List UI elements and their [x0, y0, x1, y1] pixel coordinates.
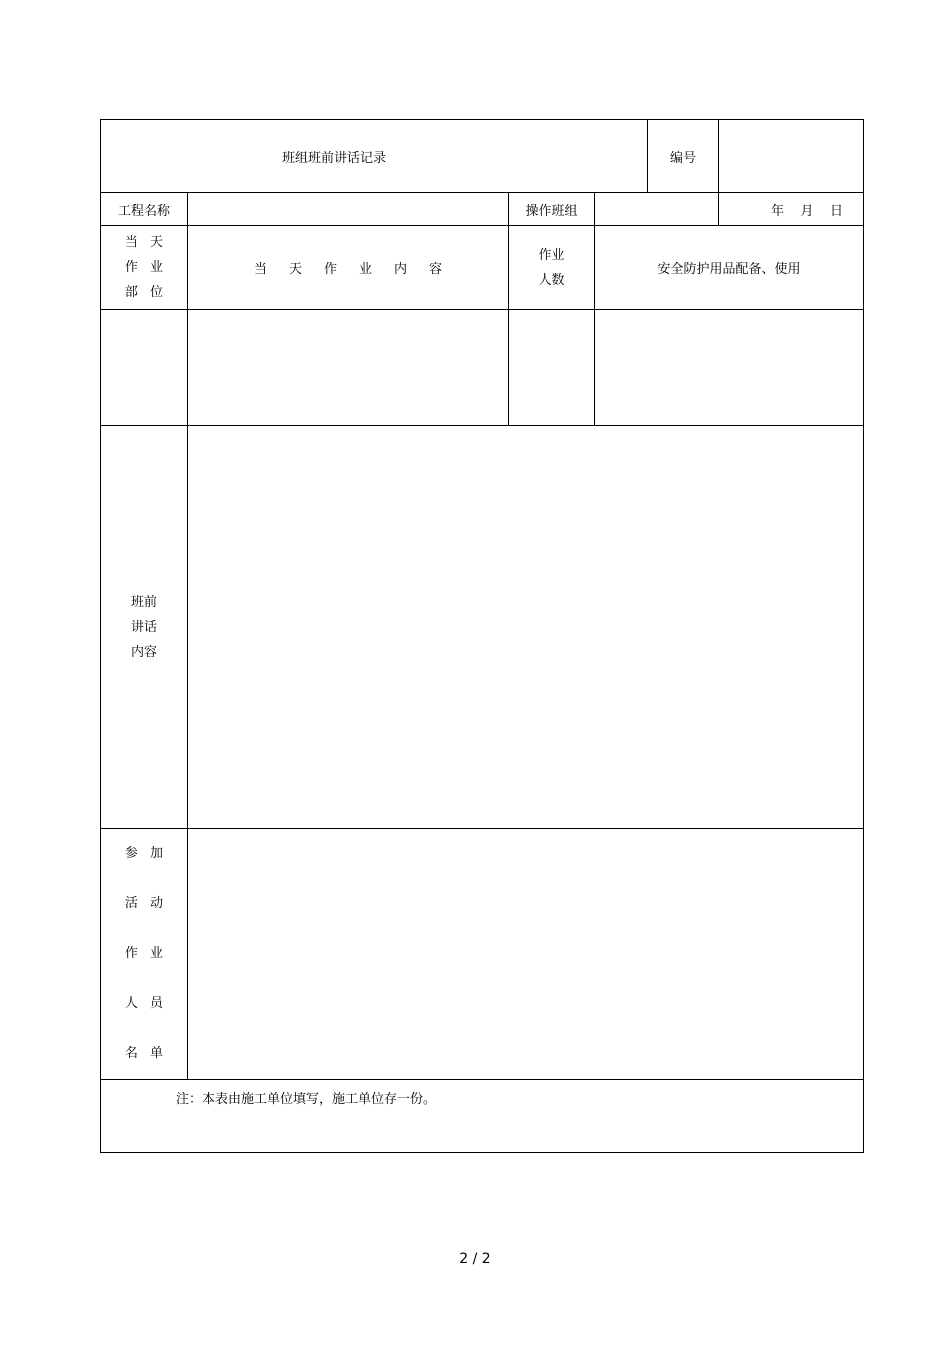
- form-note: 注：本表由施工单位填写，施工单位存一份。: [101, 1080, 864, 1153]
- work-location-label-line: 作 业: [124, 260, 164, 275]
- talk-content-label-line: 内容: [130, 644, 157, 660]
- participants-label-line: 作 业: [124, 946, 164, 961]
- work-content-field[interactable]: [188, 310, 509, 426]
- form-title: 班组班前讲话记录: [101, 120, 648, 193]
- project-name-field[interactable]: [188, 193, 509, 226]
- work-content-header: 当天作业内容: [188, 226, 509, 310]
- page-number: 2 / 2: [459, 1251, 491, 1267]
- workers-count-label: [509, 226, 595, 310]
- work-location-label-line: 当 天: [124, 235, 164, 250]
- talk-content-label-line: 班前: [130, 594, 157, 610]
- participants-field[interactable]: [188, 829, 864, 1080]
- participants-label-line: 活 动: [124, 896, 164, 911]
- number-label: 编号: [648, 120, 719, 193]
- team-field[interactable]: [595, 193, 719, 226]
- talk-content-field[interactable]: [188, 426, 864, 829]
- workers-count-label-line: 作业: [538, 247, 565, 263]
- participants-label-line: 人 员: [124, 996, 164, 1011]
- work-location-label: [101, 226, 188, 310]
- workers-count-label-line: 人数: [538, 272, 565, 288]
- date-field[interactable]: 年 月 日: [719, 193, 864, 226]
- participants-label: [101, 829, 188, 1080]
- project-name-label: 工程名称: [101, 193, 188, 226]
- ppe-field[interactable]: [595, 310, 864, 426]
- talk-content-label-line: 讲话: [130, 619, 157, 635]
- number-field[interactable]: [719, 120, 864, 193]
- ppe-header: 安全防护用品配备、使用: [595, 226, 864, 310]
- workers-count-field[interactable]: [509, 310, 595, 426]
- team-label: 操作班组: [509, 193, 595, 226]
- talk-record-form: [100, 119, 864, 1153]
- participants-label-line: 参 加: [124, 846, 164, 861]
- participants-label-line: 名 单: [124, 1046, 164, 1061]
- work-location-label-line: 部 位: [124, 285, 164, 300]
- talk-content-label: [101, 426, 188, 829]
- work-location-field[interactable]: [101, 310, 188, 426]
